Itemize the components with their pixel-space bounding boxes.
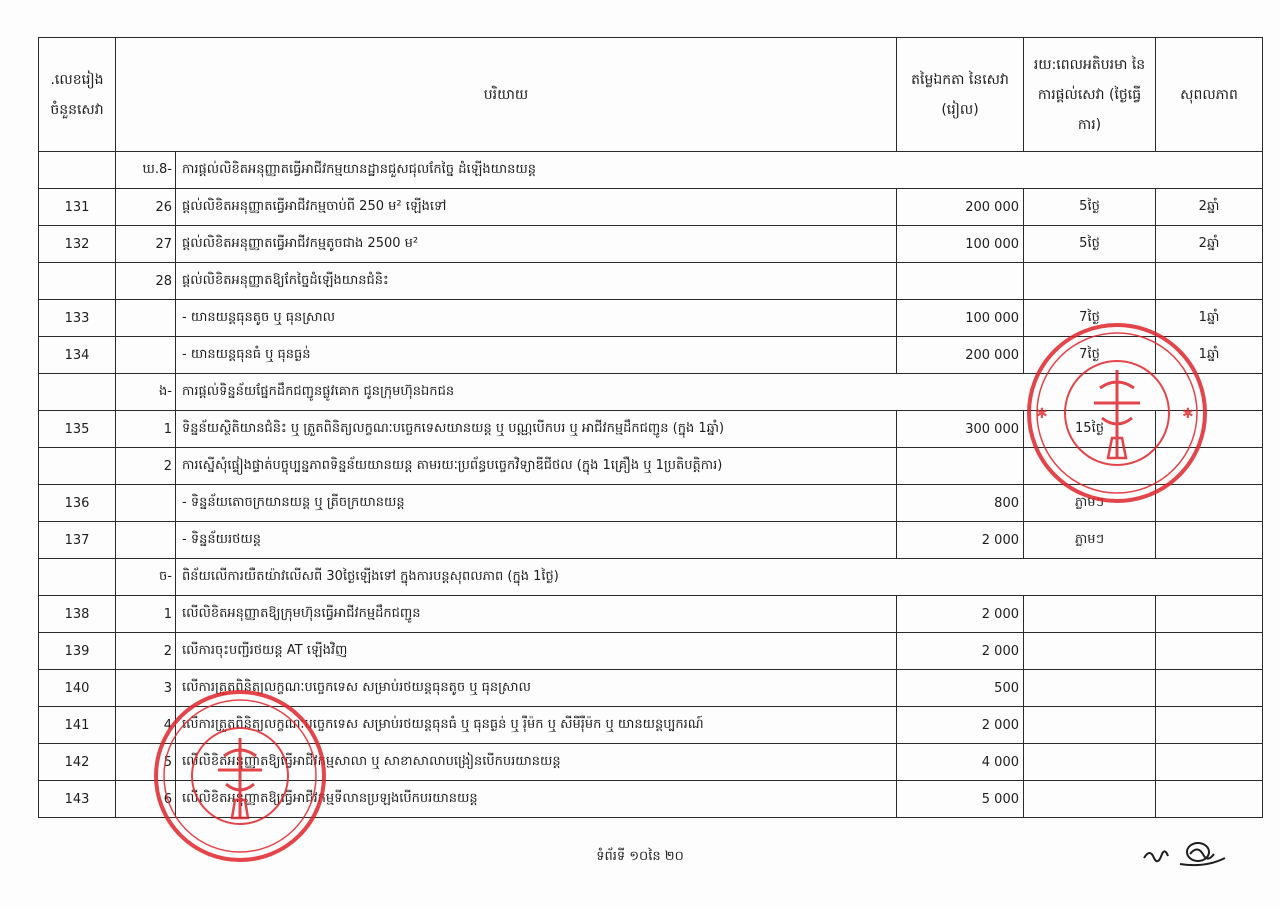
- table-row: [39, 707, 1263, 744]
- row-fee: 2 000: [897, 707, 1024, 744]
- fee-table: [38, 37, 1263, 818]
- row-description: - យានយន្តធុនតូច ឬ ធុនស្រាល: [176, 300, 897, 337]
- svg-text:✱: ✱: [1182, 406, 1194, 422]
- row-fee: 100 000: [897, 226, 1024, 263]
- row-sub-number: 1: [116, 596, 176, 633]
- row-number: 135: [39, 411, 116, 448]
- row-description: លើលិខិតអនុញ្ញាតឱ្យក្រុមហ៊ុនធ្វើអាជីវកម្មដឹកជញ្ជូន: [176, 596, 897, 633]
- table-row: [39, 226, 1263, 263]
- row-duration: [1024, 633, 1156, 670]
- row-sub-number: [116, 522, 176, 559]
- row-description: ការស្នើសុំផ្ទៀងផ្ទាត់បច្ចុប្បន្នភាពទិន្នន័យយានយន្ត តាមរយៈប្រព័ន្ធបច្ចេកវិទ្យាឌីជីថល (ក្នុង 1គ្រឿង ឬ 1ប្រតិបត្តិការ): [176, 448, 897, 485]
- row-validity: 2ឆ្នាំ: [1156, 226, 1263, 263]
- row-duration: 7ថ្ងៃ: [1024, 300, 1156, 337]
- row-sub-number: [116, 300, 176, 337]
- row-description: ទិន្នន័យស្ថិតិយានជំនិះ ឬ ត្រួតពិនិត្យលក្ខណៈបច្ចេកទេសយានយន្ត ឬ បណ្ណបើកបរ ឬ អាជីវកម្មដឹកជញ្ជូន (ក្នុង 1ឆ្នាំ): [176, 411, 897, 448]
- table-row: [39, 411, 1263, 448]
- section-row: [39, 559, 1263, 596]
- row-number: 133: [39, 300, 116, 337]
- row-description: ផ្តល់លិខិតអនុញ្ញាតធ្វើអាជីវកម្មចាប់ពី 250 ម² ឡើងទៅ: [176, 189, 897, 226]
- row-duration: ភ្លាមៗ: [1024, 485, 1156, 522]
- signature-icon: [1140, 834, 1230, 874]
- row-validity: [1156, 744, 1263, 781]
- row-sub-number: 5: [116, 744, 176, 781]
- row-sub-number: 2: [116, 633, 176, 670]
- row-description: - យានយន្តធុនធំ ឬ ធុនធ្ងន់: [176, 337, 897, 374]
- row-sub-number: 4: [116, 707, 176, 744]
- table-row: [39, 781, 1263, 818]
- section-code: ច-: [116, 559, 176, 596]
- table-row: [39, 522, 1263, 559]
- section-title: ការផ្តល់ទិន្នន័យផ្នែកដឹកជញ្ជូនផ្លូវគោក ជូនក្រុមហ៊ុនឯកជន: [176, 374, 1263, 411]
- section-row: [39, 374, 1263, 411]
- section-title: ពិន័យលើការយឺតយ៉ាវលើសពី 30ថ្ងៃឡើងទៅ ក្នុងការបន្តសុពលភាព (ក្នុង 1ថ្ងៃ): [176, 559, 1263, 596]
- row-description: លើការត្រួតពិនិត្យលក្ខណៈបច្ចេកទេស សម្រាប់រថយន្តធុនធំ ឬ ធុនធ្ងន់ ឬ រ៉ឺម៉ក ឬ សីមីរ៉ឺម៉ក ឬ យានយន្តប្បករណ៍: [176, 707, 897, 744]
- table-header-row: [39, 38, 1263, 152]
- row-duration: 5ថ្ងៃ: [1024, 226, 1156, 263]
- row-duration: [1024, 596, 1156, 633]
- row-number: 141: [39, 707, 116, 744]
- header-description: បរិយាយ: [116, 38, 897, 152]
- row-description: លើការត្រួតពិនិត្យលក្ខណៈបច្ចេកទេស សម្រាប់រថយន្តធុនតូច ឬ ធុនស្រាល: [176, 670, 897, 707]
- row-number: 139: [39, 633, 116, 670]
- table-row: [39, 263, 1263, 300]
- row-number: [39, 263, 116, 300]
- row-validity: 1ឆ្នាំ: [1156, 337, 1263, 374]
- row-description: លើការចុះបញ្ជីរថយន្ត AT ឡើងវិញ: [176, 633, 897, 670]
- row-sub-number: [116, 485, 176, 522]
- empty-cell: [39, 559, 116, 596]
- row-fee: 2 000: [897, 596, 1024, 633]
- row-number: 142: [39, 744, 116, 781]
- row-fee: 4 000: [897, 744, 1024, 781]
- row-description: ផ្តល់លិខិតអនុញ្ញាតឱ្យកែច្នៃដំឡើងយានជំនិះ: [176, 263, 897, 300]
- section-code: ង-: [116, 374, 176, 411]
- row-description: លើលិខិតអនុញ្ញាតឱ្យធ្វើអាជីវកម្មសាលា ឬ សាខាសាលាបង្រៀនបើកបរយានយន្ត: [176, 744, 897, 781]
- row-number: 137: [39, 522, 116, 559]
- section-row: [39, 152, 1263, 189]
- row-duration: [1024, 781, 1156, 818]
- row-number: 140: [39, 670, 116, 707]
- row-sub-number: 1: [116, 411, 176, 448]
- row-sub-number: 27: [116, 226, 176, 263]
- row-sub-number: 28: [116, 263, 176, 300]
- row-duration: 7ថ្ងៃ: [1024, 337, 1156, 374]
- row-validity: [1156, 633, 1263, 670]
- row-number: 134: [39, 337, 116, 374]
- row-validity: [1156, 448, 1263, 485]
- header-unit-fee: តម្លៃឯកតា នៃសេវា (រៀល): [897, 38, 1024, 152]
- table-row: [39, 485, 1263, 522]
- row-fee: [897, 263, 1024, 300]
- row-duration: [1024, 744, 1156, 781]
- row-description: លើលិខិតអនុញ្ញាតឱ្យធ្វើអាជីវកម្មទីលានប្រឡងបើកបរយានយន្ត: [176, 781, 897, 818]
- row-sub-number: [116, 337, 176, 374]
- row-fee: 200 000: [897, 189, 1024, 226]
- row-validity: [1156, 522, 1263, 559]
- row-validity: [1156, 670, 1263, 707]
- row-number: 132: [39, 226, 116, 263]
- row-fee: 2 000: [897, 633, 1024, 670]
- row-validity: [1156, 411, 1263, 448]
- section-code: ឃ.8-: [116, 152, 176, 189]
- page-number: ទំព័រទី ១០នៃ ២០: [596, 849, 684, 864]
- row-number: 131: [39, 189, 116, 226]
- table-row: [39, 448, 1263, 485]
- row-validity: [1156, 596, 1263, 633]
- table-row: [39, 596, 1263, 633]
- row-fee: 5 000: [897, 781, 1024, 818]
- empty-cell: [39, 152, 116, 189]
- row-duration: ភ្លាមៗ: [1024, 522, 1156, 559]
- row-number: 136: [39, 485, 116, 522]
- row-fee: 2 000: [897, 522, 1024, 559]
- row-validity: 1ឆ្នាំ: [1156, 300, 1263, 337]
- empty-cell: [39, 374, 116, 411]
- row-duration: [1024, 448, 1156, 485]
- row-sub-number: 6: [116, 781, 176, 818]
- row-validity: [1156, 485, 1263, 522]
- table-body: [39, 152, 1263, 818]
- row-sub-number: 3: [116, 670, 176, 707]
- row-validity: [1156, 781, 1263, 818]
- row-validity: 2ឆ្នាំ: [1156, 189, 1263, 226]
- row-fee: 100 000: [897, 300, 1024, 337]
- header-max-duration: រយ:ពេលអតិបរមា នៃការផ្តល់សេវា (ថ្ងៃធ្វើការ): [1024, 38, 1156, 152]
- row-duration: [1024, 707, 1156, 744]
- row-sub-number: 26: [116, 189, 176, 226]
- row-number: 138: [39, 596, 116, 633]
- svg-text:✱: ✱: [1036, 406, 1048, 422]
- row-fee: [897, 448, 1024, 485]
- row-fee: 300 000: [897, 411, 1024, 448]
- table-row: [39, 633, 1263, 670]
- table-row: [39, 337, 1263, 374]
- row-validity: [1156, 707, 1263, 744]
- header-validity: សុពលភាព: [1156, 38, 1263, 152]
- row-description: - ទិន្នន័យរថយន្ត: [176, 522, 897, 559]
- row-validity: [1156, 263, 1263, 300]
- row-duration: 15ថ្ងៃ: [1024, 411, 1156, 448]
- table-row: [39, 300, 1263, 337]
- row-duration: [1024, 263, 1156, 300]
- row-description: ផ្តល់លិខិតអនុញ្ញាតធ្វើអាជីវកម្មតូចជាង 2500 ម²: [176, 226, 897, 263]
- section-title: ការផ្តល់លិខិតអនុញ្ញាតធ្វើអាជីវកម្មយានដ្ឋានជួសជុលកែច្នៃ ដំឡើងយានយន្ត: [176, 152, 1263, 189]
- row-number: 143: [39, 781, 116, 818]
- table-row: [39, 670, 1263, 707]
- row-number: [39, 448, 116, 485]
- table-row: [39, 744, 1263, 781]
- row-duration: 5ថ្ងៃ: [1024, 189, 1156, 226]
- row-fee: 500: [897, 670, 1024, 707]
- header-number: .លេខរៀង ចំនួនសេវា: [39, 38, 116, 152]
- row-fee: 200 000: [897, 337, 1024, 374]
- row-duration: [1024, 670, 1156, 707]
- row-fee: 800: [897, 485, 1024, 522]
- row-description: - ទិន្នន័យតោចក្រយានយន្ត ឬ ត្រីចក្រយានយន្ត: [176, 485, 897, 522]
- table-row: [39, 189, 1263, 226]
- row-sub-number: 2: [116, 448, 176, 485]
